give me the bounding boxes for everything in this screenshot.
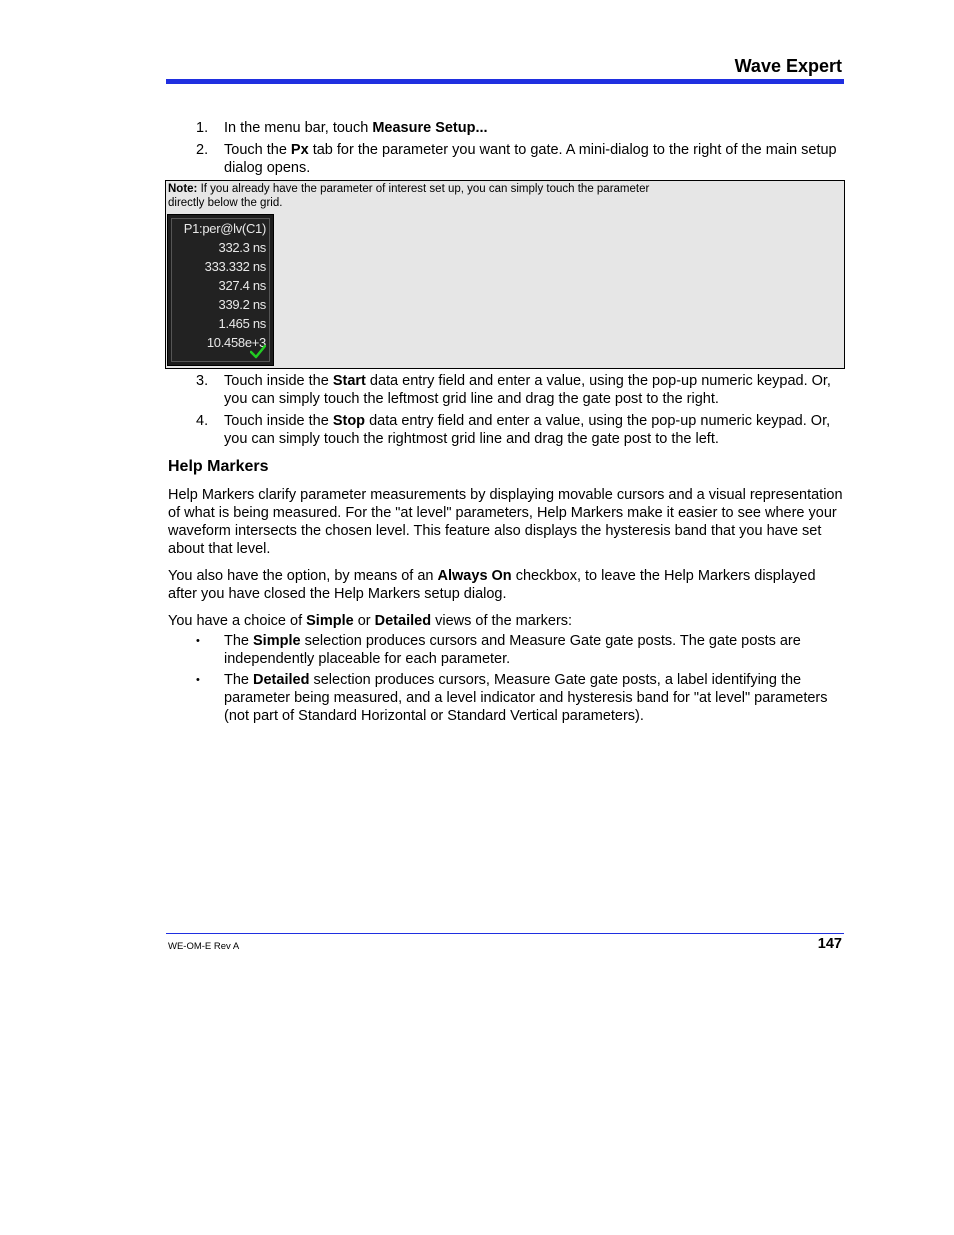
step-item: [166, 141, 846, 177]
views-bullet-list: [166, 632, 846, 728]
step-bold: Stop: [332, 413, 366, 429]
bullet-item: [166, 671, 846, 725]
check-icon: [250, 345, 266, 359]
step-bold: Start: [332, 373, 366, 389]
parameter-value-max: 327.4 ns: [218, 278, 266, 293]
bullet-text: The: [224, 672, 254, 688]
steps-list-b: [166, 372, 846, 452]
bullet-text-post: selection produces cursors, Measure Gate gate posts, a label identifying the parameter being measured, and a level indicator and hysteresis band for "at level" parameters (not part of Standard Horizontal or Standard Vertical parameters).: [224, 672, 828, 724]
step-text: Touch inside the: [224, 373, 333, 389]
section-heading: Help Markers: [168, 458, 269, 475]
note-line2: directly below the grid.: [168, 197, 283, 209]
header-rule: [166, 79, 844, 84]
step-text-post: data entry field and enter a value, using the pop-up numeric keypad. Or, you can simply touch the leftmost grid line and drag the gate post to the right.: [224, 373, 831, 407]
step-item: [166, 119, 846, 137]
footer-rule: [166, 933, 844, 934]
parameter-title: P1:per@lv(C1): [183, 221, 266, 236]
step-bold: Px: [290, 142, 309, 158]
parameter-value-sdev: 1.465 ns: [218, 316, 266, 331]
step-number: 4.: [196, 413, 209, 429]
paragraph-intro: Help Markers clarify parameter measurements by displaying movable cursors and a visual representation of what is being measured. For the "at level" parameters, Help Markers make it easier to see where your waveform intersects the chosen level. This feature also displays the hysteresis band that you have set about that level.: [168, 487, 843, 557]
parameter-value-4: 339.2 ns: [218, 297, 266, 312]
step-number: 3.: [196, 373, 209, 389]
para2-bold: Always On: [437, 568, 512, 584]
note-text: [168, 182, 708, 210]
parameter-panel-inner: [171, 218, 270, 362]
step-number: 1.: [196, 120, 209, 136]
parameter-value-min: 333.332 ns: [204, 259, 266, 274]
para3-mid: or: [353, 613, 375, 629]
bullet-text: The: [224, 633, 254, 649]
step-text: In the menu bar, touch: [224, 120, 373, 136]
bullet-dot: •: [196, 674, 200, 686]
bullet-dot: •: [196, 635, 200, 647]
bullet-text-post: selection produces cursors and Measure Gate gate posts. The gate posts are independently placeable for each parameter.: [224, 633, 801, 667]
step-text: Touch the: [224, 142, 291, 158]
step-item: [166, 412, 846, 448]
note-label: Note:: [168, 183, 198, 195]
note-box: [165, 180, 845, 369]
para3-bold-detailed: Detailed: [374, 613, 432, 629]
steps-list-a: [166, 119, 846, 181]
note-line1: If you already have the parameter of interest set up, you can simply touch the parameter: [197, 183, 650, 195]
paragraph-views: [168, 612, 844, 630]
bullet-item: [166, 632, 846, 668]
step-number: 2.: [196, 142, 209, 158]
parameter-panel[interactable]: [167, 214, 274, 366]
step-bold: Measure Setup...: [372, 120, 488, 136]
parameter-value-mean: 332.3 ns: [218, 240, 266, 255]
para3-bold-simple: Simple: [306, 613, 354, 629]
parameter-value-num: 10.458e+3: [206, 335, 266, 350]
para3-pre: You have a choice of: [168, 613, 307, 629]
paragraph-always-on: [168, 567, 844, 603]
para3-post: views of the markers:: [431, 613, 573, 629]
step-text: Touch inside the: [224, 413, 333, 429]
bullet-bold: Detailed: [253, 672, 310, 688]
step-item: [166, 372, 846, 408]
page-header-title: Wave Expert: [734, 56, 842, 76]
bullet-bold: Simple: [253, 633, 301, 649]
page-number: 147: [817, 936, 842, 952]
footer-doc-id: WE-OM-E Rev A: [168, 941, 240, 952]
para2-pre: You also have the option, by means of an: [168, 568, 438, 584]
step-text-post: data entry field and enter a value, using the pop-up numeric keypad. Or, you can simply touch the rightmost grid line and drag the gate post to the left.: [224, 413, 831, 447]
para2-post: checkbox, to leave the Help Markers displayed after you have closed the Help Markers setup dialog.: [168, 568, 816, 602]
step-text-post: tab for the parameter you want to gate. A mini-dialog to the right of the main setup dialog opens.: [224, 142, 837, 176]
